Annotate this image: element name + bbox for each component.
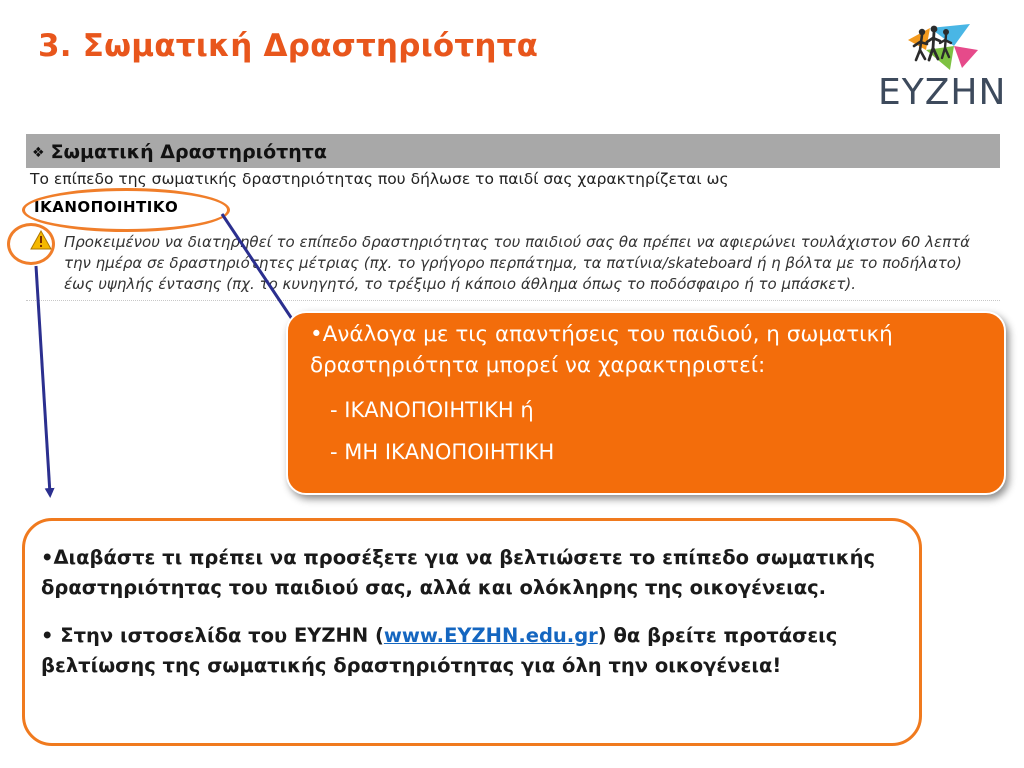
info-text-after-link: ) θα βρείτε προτάσεις βελτίωσης της σωματικής δραστηριότητας για όλη την οικογένεια! <box>41 624 838 677</box>
diamond-bullet-icon: ❖ <box>32 145 45 161</box>
info-paragraph-2 <box>41 621 899 681</box>
report-advice: Προκειμένου να διατηρηθεί το επίπεδο δραστηριότητας του παιδιού σας θα πρέπει να αφιερώνει τουλάχιστον 60 λεπτά την ημέρα σε δραστηριότητες μέτριας (πχ. το γρήγορο περπάτημα, τα πατίνια/skateboard ή η βόλτα με το ποδήλατο) έως υψηλής έντασης (πχ. το κυνηγητό, το τρέξιμο ή κάποιο άθλημα όπως το ποδόσφαιρο ή το μπάσκετ). <box>64 233 971 293</box>
callout-text: •Ανάλογα με τις απαντήσεις του παιδιού, η σωματική δραστηριότητα μπορεί να χαρακτηριστεί: <box>310 322 893 378</box>
callout-option-satisfactory: - ΙΚΑΝΟΠΟΙΗΤΙΚΗ ή <box>330 398 534 422</box>
activity-level: ΙΚΑΝΟΠΟΙΗΤΙΚΟ <box>34 198 179 216</box>
slide-title: 3. Σωματική Δραστηριότητα <box>38 28 539 64</box>
arrow-to-callout <box>222 214 298 328</box>
info-box <box>22 518 922 746</box>
arrow-to-infobox <box>36 266 50 494</box>
logo-text: ΕΥΖΗΝ <box>878 72 1007 113</box>
callout-box <box>286 311 1006 495</box>
callout-option-unsatisfactory: - ΜΗ ΙΚΑΝΟΠΟΙΗΤΙΚΗ <box>330 440 555 464</box>
report-intro: Το επίπεδο της σωματικής δραστηριότητας που δήλωσε το παιδί σας χαρακτηρίζεται ως <box>30 170 729 188</box>
info-text-before-link: • Στην ιστοσελίδα του ΕΥΖΗΝ ( <box>41 624 384 647</box>
website-link[interactable]: www.EYZHN.edu.gr <box>383 624 598 647</box>
report-header-label: Σωματική Δραστηριότητα <box>50 141 327 163</box>
info-paragraph-1: •Διαβάστε τι πρέπει να προσέξετε για να βελτιώσετε το επίπεδο σωματικής δραστηριότητας του παιδιού σας, αλλά και ολόκληρης της οικογένειας. <box>41 546 876 599</box>
